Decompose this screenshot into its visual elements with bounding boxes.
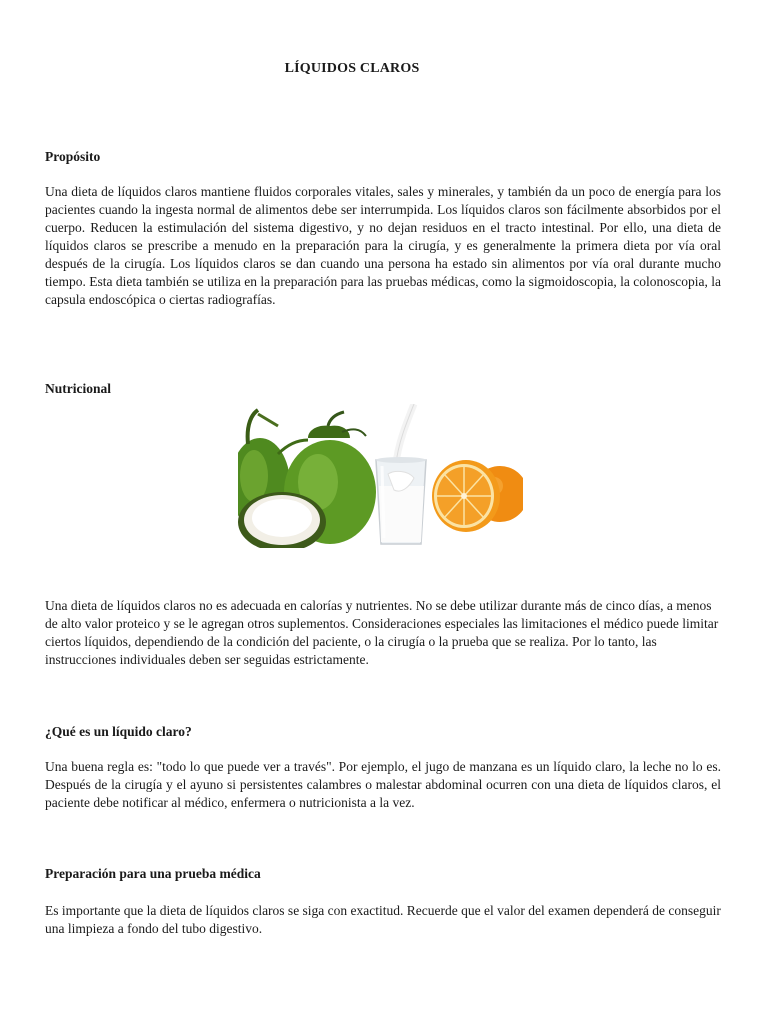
paragraph-preparacion-prueba: Es importante que la dieta de líquidos claros se siga con exactitud. Recuerde que el valor del examen dependerá de conseguir una limpieza a fondo del tubo digestivo. <box>45 903 721 936</box>
paragraph-que-es-liquido-claro: Una buena regla es: "todo lo que puede ver a través". Por ejemplo, el jugo de manzana es un líquido claro, la leche no lo es. Después de la cirugía y el ayuno si persistentes calambres o malestar abdominal ocurren con una dieta de líquidos claros, el paciente debe notificar al médico, enfermera o nutricionista a la vez. <box>45 759 721 810</box>
green-coconut-icon <box>238 410 376 548</box>
heading-nutricional: Nutricional <box>45 381 111 396</box>
heading-que-es-liquido-claro: ¿Qué es un líquido claro? <box>45 724 192 739</box>
paragraph-nutricional: Una dieta de líquidos claros no es adecuada en calorías y nutrientes. No se debe utilizar durante más de cinco días, a menos de alto valor proteico y se le agregan otros suplementos. Consideraciones especiales las limitaciones el médico puede limitar ciertos líquidos, dependiendo de la condición del paciente, o la cirugía o la prueba que se realiza. Por lo tanto, las instrucciones individuales deben ser seguidas estrictamente. <box>45 598 719 667</box>
liquids-illustration <box>238 404 523 548</box>
milk-glass-icon <box>376 404 426 544</box>
orange-fruit-icon <box>432 460 523 532</box>
document-title <box>0 61 768 77</box>
paragraph-proposito: Una dieta de líquidos claros mantiene fluidos corporales vitales, sales y minerales, y también da un poco de energía para los pacientes cuando la ingesta normal de alimentos debe ser interrumpida. Los líquidos claros son fácilmente absorbidos por el cuerpo. Reducen la estimulación del sistema digestivo, y no dejan residuos en el tracto intestinal. Por ello, una dieta de líquidos claros se prescribe a menudo en la preparación para la cirugía, y es generalmente la primera dieta por vía oral después de la cirugía. Los líquidos claros se dan cuando una persona ha estado sin alimentos por vía oral durante mucho tiempo. Esta dieta también se utiliza en la preparación para las pruebas médicas, como la sigmoidoscopia, la colonoscopia, la capsula endoscópica o ciertas radiografías. <box>45 184 721 307</box>
heading-proposito: Propósito <box>45 149 101 164</box>
document-title-text: LÍQUIDOS CLAROS <box>284 61 420 76</box>
heading-preparacion-prueba: Preparación para una prueba médica <box>45 866 261 881</box>
